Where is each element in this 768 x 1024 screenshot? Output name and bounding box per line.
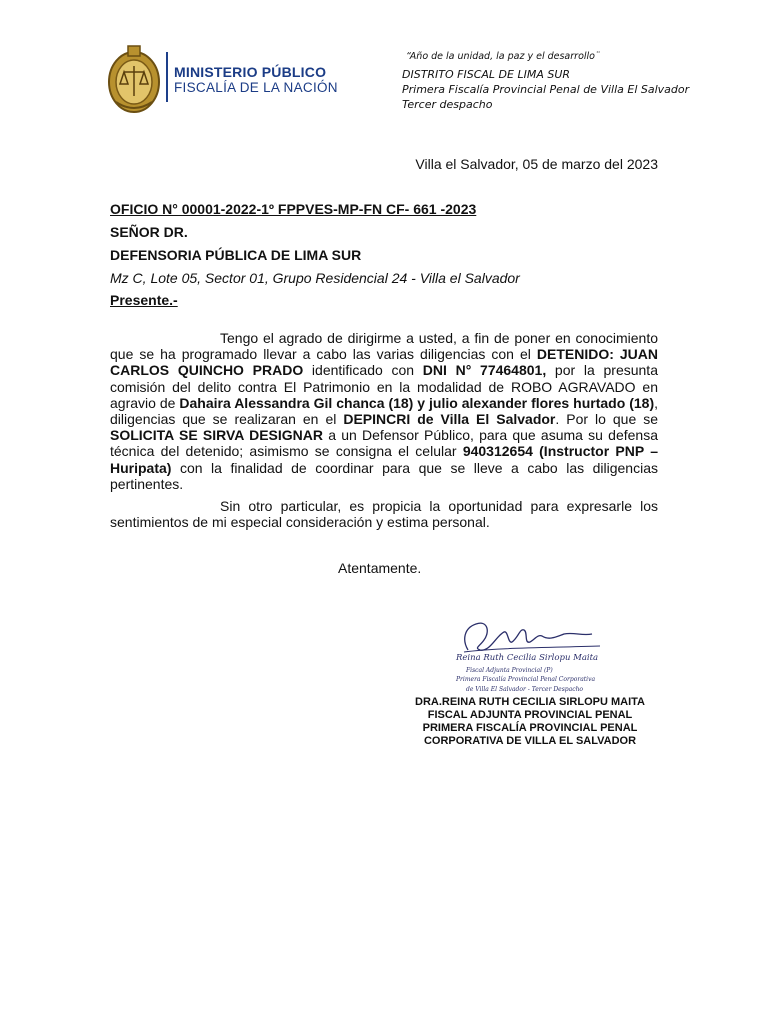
- stamp-office: Primera Fiscalía Provincial Penal Corporativa: [456, 676, 596, 683]
- stamp-title: Fiscal Adjunta Provincial (P): [466, 667, 553, 674]
- org-name: MINISTERIO PÚBLICO: [174, 64, 327, 80]
- stamp-name: Reina Ruth Cecilia Sirlopu Maita: [456, 653, 599, 663]
- coat-of-arms-icon: [106, 42, 162, 116]
- org-subtitle: FISCALÍA DE LA NACIÓN: [174, 80, 338, 95]
- office-name: Tercer despacho: [402, 98, 493, 111]
- signer-title-3: CORPORATIVA DE VILLA EL SALVADOR: [423, 735, 637, 747]
- signer-name: DRA.REINA RUTH CECILIA SIRLOPU MAITA: [415, 696, 645, 708]
- signer-title-1: FISCAL ADJUNTA PROVINCIAL PENAL: [427, 709, 633, 721]
- signer-title-2: PRIMERA FISCALÍA PROVINCIAL PENAL: [422, 722, 638, 734]
- fiscalia-name: Primera Fiscalía Provincial Penal de Villa El Salvador: [402, 83, 690, 96]
- presente-label: Presente.-: [110, 292, 178, 308]
- body-paragraph-2: Sin otro particular, es propicia la oportunidad para expresarle los sentimientos de mi especial consideración y estima personal.: [110, 498, 658, 531]
- body-paragraph-1: Tengo el agrado de dirigirme a usted, a fin de poner en conocimiento que se ha programado llevar a cabo las varias diligencias con el DETENIDO: JUAN CARLOS QUINCHO PRADO identificado con DNI N° 77464801, por la presunta comisión del delito contra El Patrimonio en la modalidad de ROBO AGRAVADO en agravio de Dahaira Alessandra Gil chanca (18) y julio alexander flores hurtado (18), diligencias que se realizaran en el DEPINCRI de Villa El Salvador. Por lo que se SOLICITA SE SIRVA DESIGNAR a un Defensor Público, para que asuma su defensa técnica del detenido; asimismo se consigna el celular 940312654 (Instructor PNP – Huripata) con la finalidad de coordinar para que se lleve a cabo las diligencias pertinentes.: [110, 330, 658, 492]
- district-name: DISTRITO FISCAL DE LIMA SUR: [402, 68, 571, 81]
- recipient: DEFENSORIA PÚBLICA DE LIMA SUR: [110, 247, 362, 263]
- stamp-location: de Villa El Salvador - Tercer Despacho: [466, 686, 584, 693]
- oficio-reference: OFICIO N° 00001-2022-1º FPPVES-MP-FN CF- 661 -2023: [110, 201, 477, 217]
- salutation: SEÑOR DR.: [110, 224, 188, 240]
- header-divider: [166, 52, 168, 102]
- place-date: Villa el Salvador, 05 de marzo del 2023: [415, 156, 658, 172]
- closing: Atentamente.: [338, 560, 422, 576]
- recipient-address: Mz C, Lote 05, Sector 01, Grupo Residencial 24 - Villa el Salvador: [110, 270, 520, 286]
- year-motto: “Año de la unidad, la paz y el desarrollo¨: [406, 51, 600, 62]
